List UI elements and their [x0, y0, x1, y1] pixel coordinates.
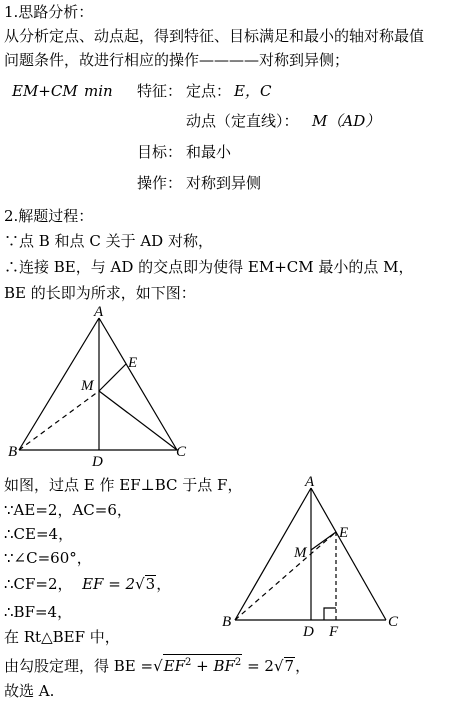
proof-line-8-result-radicand: 7 [284, 657, 295, 675]
fixed-point-value: E，C [234, 82, 272, 100]
fig1-label-a: A [94, 304, 104, 320]
proof-line-8-comma: ， [295, 657, 311, 675]
analysis-line-1: 从分析定点、动点起，得到特征、目标满足和最小的轴对称最值 [4, 27, 425, 45]
proof-line-5: ∴CF=2， EF = 2√3， [4, 575, 172, 593]
proof-line-7: 在 Rt△BEF 中， [4, 628, 120, 646]
proof-line-5-ef: EF = 2 [82, 575, 136, 593]
proof-line-6: ∴BF=4， [4, 603, 73, 621]
section1-title: 1.思路分析： [4, 3, 94, 21]
proof-line-8-text: 由勾股定理，得 BE = [4, 657, 154, 675]
feature-label: 特征： [137, 82, 183, 100]
target-formula: EM+CM [12, 82, 78, 100]
solution-line-2: ∴连接 BE，与 AD 的交点即为使得 EM+CM 最小的点 M， [4, 258, 414, 276]
fig1-dashed-bm [19, 391, 99, 450]
proof-line-8: 由勾股定理，得 BE $=√EF^2 + BF^2 = 2√7$， [4, 654, 310, 676]
operation-label: 操作： [137, 174, 183, 192]
fig1-label-e: E [128, 355, 138, 371]
fig1-label-b: B [8, 444, 18, 460]
fig2-label-m: M [294, 545, 307, 561]
fig1-label-m: M [81, 378, 94, 394]
proof-line-5-cf: ∴CF=2， [4, 575, 73, 593]
operation-value: 对称到异侧 [186, 174, 262, 192]
fig2-label-b: B [222, 614, 232, 630]
fig1-label-d: D [92, 454, 103, 470]
fig1-label-c: C [176, 444, 187, 460]
fig2-right-angle-mark [324, 608, 336, 620]
solution-line-1: ∵点 B 和点 C 关于 AD 对称， [4, 232, 213, 250]
fig2-label-e: E [339, 525, 349, 541]
fig1-segment-me [99, 364, 126, 391]
proof-line-4: ∵∠C=60°， [4, 549, 92, 567]
fig2-label-a: A [305, 474, 315, 490]
solution-line-3: BE 的长即为所求，如下图： [4, 284, 196, 302]
section2-title: 2.解题过程： [4, 207, 94, 225]
goal-value: 和最小 [186, 143, 232, 161]
proof-line-9: 故选 A. [4, 682, 55, 700]
fig1-side-ac [99, 318, 177, 450]
fig2-side-ac [311, 488, 386, 620]
proof-line-8-equals: = 2 [242, 657, 274, 675]
proof-line-1: 如图，过点 E 作 EF⊥BC 于点 F， [4, 476, 243, 494]
fig1-segment-mc [99, 391, 177, 450]
proof-line-8-radicand: $EF^2 + BF^2$ [163, 654, 243, 674]
min-label: min [84, 82, 113, 100]
fig2-label-f: F [329, 624, 339, 640]
goal-label: 目标： [137, 143, 183, 161]
proof-line-3: ∴CE=4， [4, 525, 74, 543]
proof-line-5-comma: ， [156, 575, 172, 593]
proof-line-5-radicand: 3 [145, 575, 156, 593]
proof-line-2: ∵AE=2，AC=6， [4, 501, 132, 519]
moving-point-value: M（AD） [312, 112, 381, 130]
fig2-label-c: C [388, 614, 399, 630]
analysis-line-2: 问题条件，故进行相应的操作————对称到异侧； [4, 51, 350, 69]
moving-point-label: 动点（定直线）： [186, 112, 299, 130]
fixed-point-label: 定点： [186, 82, 232, 100]
fig2-dashed-be [235, 532, 336, 620]
fig2-label-d: D [303, 624, 314, 640]
